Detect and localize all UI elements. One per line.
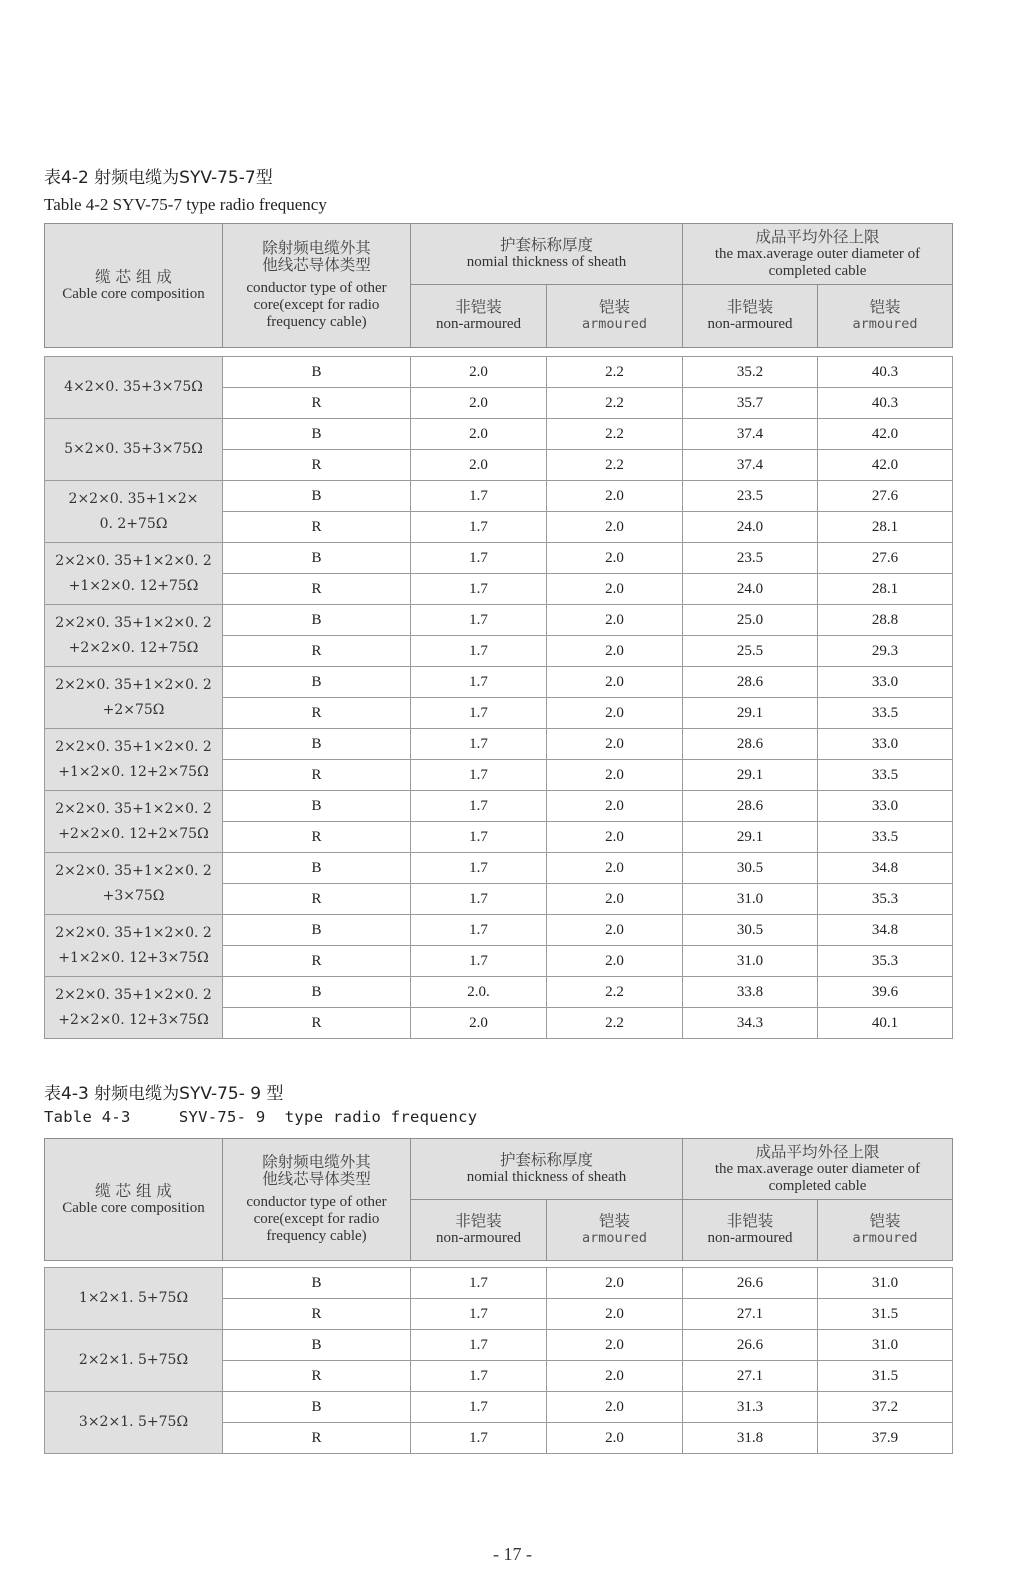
conductor-type-cell: R bbox=[223, 884, 411, 915]
sheath-armoured-cell: 2.0 bbox=[547, 667, 683, 698]
header-armoured-cn: 铠装 bbox=[598, 298, 630, 316]
sheath-armoured-cell: 2.0 bbox=[547, 698, 683, 729]
diameter-armoured-cell: 40.1 bbox=[818, 1008, 953, 1039]
header-non-armoured-en: non-armoured bbox=[707, 316, 793, 332]
sheath-armoured-cell: 2.0 bbox=[547, 729, 683, 760]
conductor-type-cell: B bbox=[223, 419, 411, 450]
diameter-armoured-cell: 42.0 bbox=[818, 419, 953, 450]
diameter-armoured-cell: 31.5 bbox=[818, 1361, 953, 1392]
diameter-armoured-cell: 28.8 bbox=[818, 605, 953, 636]
table-4-2-caption-cn: 表4-2 射频电缆为SYV-75-7型 bbox=[44, 168, 273, 188]
diameter-armoured-cell: 31.0 bbox=[818, 1268, 953, 1299]
table-4-2-header bbox=[44, 223, 953, 348]
sheath-armoured-cell: 2.2 bbox=[547, 977, 683, 1008]
diameter-non-armoured-cell: 27.1 bbox=[683, 1299, 818, 1330]
diameter-armoured-cell: 27.6 bbox=[818, 543, 953, 574]
sheath-non-armoured-cell: 1.7 bbox=[411, 946, 547, 977]
diameter-armoured-cell: 33.0 bbox=[818, 729, 953, 760]
header-conductor-type bbox=[223, 1139, 411, 1261]
core-composition-cell: 2×2×0. 35+1×2× 0. 2+75Ω bbox=[45, 481, 223, 543]
header-core-en: Cable core composition bbox=[62, 1199, 205, 1216]
sheath-non-armoured-cell: 1.7 bbox=[411, 884, 547, 915]
core-composition-cell: 1×2×1. 5+75Ω bbox=[45, 1268, 223, 1330]
header-sheath-non-armoured bbox=[411, 1200, 547, 1261]
diameter-non-armoured-cell: 25.5 bbox=[683, 636, 818, 667]
sheath-non-armoured-cell: 1.7 bbox=[411, 543, 547, 574]
diameter-armoured-cell: 40.3 bbox=[818, 357, 953, 388]
diameter-non-armoured-cell: 29.1 bbox=[683, 760, 818, 791]
conductor-type-cell: B bbox=[223, 915, 411, 946]
diameter-non-armoured-cell: 29.1 bbox=[683, 698, 818, 729]
header-sheath-cn: 护套标称厚度 bbox=[499, 236, 593, 254]
diameter-armoured-cell: 31.5 bbox=[818, 1299, 953, 1330]
sheath-non-armoured-cell: 1.7 bbox=[411, 1361, 547, 1392]
header-sheath-thickness bbox=[411, 1139, 683, 1200]
table-row bbox=[45, 853, 953, 884]
header-non-armoured-cn: 非铠装 bbox=[726, 298, 774, 316]
sheath-non-armoured-cell: 1.7 bbox=[411, 1330, 547, 1361]
conductor-type-cell: R bbox=[223, 1361, 411, 1392]
core-composition-cell: 2×2×0. 35+1×2×0. 2 +3×75Ω bbox=[45, 853, 223, 915]
diameter-armoured-cell: 37.2 bbox=[818, 1392, 953, 1423]
conductor-type-cell: R bbox=[223, 1423, 411, 1454]
diameter-non-armoured-cell: 23.5 bbox=[683, 543, 818, 574]
sheath-non-armoured-cell: 2.0 bbox=[411, 388, 547, 419]
header-non-armoured-en: non-armoured bbox=[436, 1230, 521, 1246]
sheath-armoured-cell: 2.0 bbox=[547, 946, 683, 977]
conductor-type-cell: B bbox=[223, 1392, 411, 1423]
sheath-non-armoured-cell: 1.7 bbox=[411, 1299, 547, 1330]
diameter-armoured-cell: 42.0 bbox=[818, 450, 953, 481]
core-composition-cell: 2×2×0. 35+1×2×0. 2 +2×2×0. 12+3×75Ω bbox=[45, 977, 223, 1039]
diameter-armoured-cell: 35.3 bbox=[818, 946, 953, 977]
header-diameter-armoured bbox=[818, 1200, 953, 1261]
sheath-armoured-cell: 2.0 bbox=[547, 543, 683, 574]
diameter-armoured-cell: 37.9 bbox=[818, 1423, 953, 1454]
sheath-armoured-cell: 2.0 bbox=[547, 481, 683, 512]
sheath-non-armoured-cell: 1.7 bbox=[411, 915, 547, 946]
diameter-non-armoured-cell: 24.0 bbox=[683, 574, 818, 605]
conductor-type-cell: R bbox=[223, 1008, 411, 1039]
diameter-non-armoured-cell: 30.5 bbox=[683, 853, 818, 884]
conductor-type-cell: B bbox=[223, 791, 411, 822]
diameter-non-armoured-cell: 35.2 bbox=[683, 357, 818, 388]
conductor-type-cell: B bbox=[223, 729, 411, 760]
diameter-armoured-cell: 33.5 bbox=[818, 698, 953, 729]
sheath-armoured-cell: 2.2 bbox=[547, 1008, 683, 1039]
diameter-armoured-cell: 33.0 bbox=[818, 667, 953, 698]
diameter-non-armoured-cell: 27.1 bbox=[683, 1361, 818, 1392]
header-outer-diameter bbox=[683, 1139, 953, 1200]
conductor-type-cell: B bbox=[223, 667, 411, 698]
diameter-non-armoured-cell: 26.6 bbox=[683, 1330, 818, 1361]
header-armoured-en: armoured bbox=[581, 316, 648, 332]
sheath-non-armoured-cell: 1.7 bbox=[411, 667, 547, 698]
header-diameter-cn: 成品平均外径上限 bbox=[755, 1142, 880, 1161]
table-4-2-caption-en: Table 4-2 SYV-75-7 type radio frequency bbox=[44, 195, 327, 214]
conductor-type-cell: R bbox=[223, 574, 411, 605]
conductor-type-cell: B bbox=[223, 1330, 411, 1361]
table-row bbox=[45, 605, 953, 636]
sheath-armoured-cell: 2.0 bbox=[547, 760, 683, 791]
conductor-type-cell: B bbox=[223, 1268, 411, 1299]
diameter-non-armoured-cell: 31.8 bbox=[683, 1423, 818, 1454]
diameter-non-armoured-cell: 33.8 bbox=[683, 977, 818, 1008]
diameter-non-armoured-cell: 28.6 bbox=[683, 791, 818, 822]
diameter-non-armoured-cell: 24.0 bbox=[683, 512, 818, 543]
header-non-armoured-cn: 非铠装 bbox=[455, 1212, 502, 1230]
sheath-armoured-cell: 2.0 bbox=[547, 915, 683, 946]
conductor-type-cell: R bbox=[223, 1299, 411, 1330]
diameter-non-armoured-cell: 37.4 bbox=[683, 450, 818, 481]
diameter-non-armoured-cell: 34.3 bbox=[683, 1008, 818, 1039]
table-row bbox=[45, 1268, 953, 1299]
conductor-type-cell: R bbox=[223, 698, 411, 729]
diameter-armoured-cell: 28.1 bbox=[818, 512, 953, 543]
conductor-type-cell: R bbox=[223, 512, 411, 543]
table-row bbox=[45, 543, 953, 574]
header-armoured-cn: 铠装 bbox=[598, 1212, 630, 1230]
table-row bbox=[45, 357, 953, 388]
diameter-non-armoured-cell: 25.0 bbox=[683, 605, 818, 636]
sheath-non-armoured-cell: 1.7 bbox=[411, 605, 547, 636]
diameter-non-armoured-cell: 31.3 bbox=[683, 1392, 818, 1423]
sheath-armoured-cell: 2.0 bbox=[547, 1268, 683, 1299]
core-composition-cell: 2×2×0. 35+1×2×0. 2 +2×2×0. 12+75Ω bbox=[45, 605, 223, 667]
header-sheath-armoured bbox=[547, 285, 683, 348]
header-core-composition bbox=[45, 224, 223, 348]
sheath-non-armoured-cell: 1.7 bbox=[411, 1423, 547, 1454]
header-armoured-cn: 铠装 bbox=[869, 298, 901, 316]
header-armoured-cn: 铠装 bbox=[869, 1212, 901, 1230]
header-outer-diameter bbox=[683, 224, 953, 285]
sheath-armoured-cell: 2.0 bbox=[547, 1361, 683, 1392]
diameter-non-armoured-cell: 31.0 bbox=[683, 884, 818, 915]
sheath-armoured-cell: 2.2 bbox=[547, 388, 683, 419]
sheath-armoured-cell: 2.0 bbox=[547, 853, 683, 884]
header-core-composition bbox=[45, 1139, 223, 1261]
sheath-non-armoured-cell: 1.7 bbox=[411, 574, 547, 605]
core-composition-cell: 2×2×0. 35+1×2×0. 2 +1×2×0. 12+75Ω bbox=[45, 543, 223, 605]
sheath-armoured-cell: 2.0 bbox=[547, 822, 683, 853]
header-non-armoured-en: non-armoured bbox=[707, 1230, 793, 1246]
table-4-3-caption-cn: 表4-3 射频电缆为SYV-75- 9 型 bbox=[44, 1084, 284, 1104]
core-composition-cell: 2×2×1. 5+75Ω bbox=[45, 1330, 223, 1392]
sheath-armoured-cell: 2.0 bbox=[547, 884, 683, 915]
header-sheath-armoured bbox=[547, 1200, 683, 1261]
sheath-non-armoured-cell: 1.7 bbox=[411, 636, 547, 667]
sheath-non-armoured-cell: 1.7 bbox=[411, 822, 547, 853]
sheath-non-armoured-cell: 1.7 bbox=[411, 1392, 547, 1423]
table-4-2-body bbox=[44, 356, 953, 1039]
diameter-armoured-cell: 34.8 bbox=[818, 853, 953, 884]
header-core-cn: 缆 芯 组 成 bbox=[95, 1181, 172, 1200]
sheath-armoured-cell: 2.0 bbox=[547, 1299, 683, 1330]
header-diameter-en: the max.average outer diameter of completed cable bbox=[714, 1160, 921, 1194]
table-row bbox=[45, 1392, 953, 1423]
sheath-armoured-cell: 2.0 bbox=[547, 1330, 683, 1361]
header-sheath-non-armoured bbox=[411, 285, 547, 348]
header-diameter-non-armoured bbox=[683, 1200, 818, 1261]
sheath-non-armoured-cell: 1.7 bbox=[411, 481, 547, 512]
diameter-non-armoured-cell: 28.6 bbox=[683, 667, 818, 698]
core-composition-cell: 2×2×0. 35+1×2×0. 2 +1×2×0. 12+2×75Ω bbox=[45, 729, 223, 791]
diameter-non-armoured-cell: 35.7 bbox=[683, 388, 818, 419]
sheath-non-armoured-cell: 2.0 bbox=[411, 1008, 547, 1039]
header-armoured-en: armoured bbox=[852, 316, 918, 332]
diameter-non-armoured-cell: 37.4 bbox=[683, 419, 818, 450]
sheath-non-armoured-cell: 1.7 bbox=[411, 791, 547, 822]
conductor-type-cell: B bbox=[223, 605, 411, 636]
table-4-3-header bbox=[44, 1138, 953, 1261]
diameter-armoured-cell: 33.5 bbox=[818, 822, 953, 853]
conductor-type-cell: R bbox=[223, 388, 411, 419]
header-core-cn: 缆 芯 组 成 bbox=[95, 267, 172, 286]
header-conductor-cn-1: 除射频电缆外其 bbox=[262, 1153, 371, 1171]
diameter-armoured-cell: 35.3 bbox=[818, 884, 953, 915]
table-row bbox=[45, 419, 953, 450]
sheath-non-armoured-cell: 1.7 bbox=[411, 853, 547, 884]
header-conductor-cn-2: 他线芯导体类型 bbox=[262, 256, 371, 274]
diameter-armoured-cell: 28.1 bbox=[818, 574, 953, 605]
header-non-armoured-cn: 非铠装 bbox=[455, 298, 502, 316]
diameter-non-armoured-cell: 23.5 bbox=[683, 481, 818, 512]
table-row bbox=[45, 667, 953, 698]
diameter-non-armoured-cell: 29.1 bbox=[683, 822, 818, 853]
conductor-type-cell: R bbox=[223, 822, 411, 853]
header-sheath-en: nomial thickness of sheath bbox=[466, 1169, 627, 1185]
diameter-armoured-cell: 33.0 bbox=[818, 791, 953, 822]
header-armoured-en: armoured bbox=[852, 1230, 918, 1246]
table-row bbox=[45, 977, 953, 1008]
header-conductor-en: conductor type of other core(except for radio frequency cable) bbox=[246, 280, 387, 330]
conductor-type-cell: R bbox=[223, 450, 411, 481]
diameter-armoured-cell: 34.8 bbox=[818, 915, 953, 946]
header-armoured-en: armoured bbox=[581, 1230, 648, 1246]
sheath-armoured-cell: 2.0 bbox=[547, 605, 683, 636]
sheath-non-armoured-cell: 2.0 bbox=[411, 450, 547, 481]
core-composition-cell: 3×2×1. 5+75Ω bbox=[45, 1392, 223, 1454]
sheath-armoured-cell: 2.2 bbox=[547, 450, 683, 481]
table-row bbox=[45, 729, 953, 760]
sheath-non-armoured-cell: 1.7 bbox=[411, 1268, 547, 1299]
header-diameter-cn: 成品平均外径上限 bbox=[755, 227, 880, 246]
core-composition-cell: 4×2×0. 35+3×75Ω bbox=[45, 357, 223, 419]
header-conductor-en: conductor type of other core(except for radio frequency cable) bbox=[246, 1194, 387, 1244]
header-non-armoured-en: non-armoured bbox=[436, 316, 521, 332]
header-diameter-non-armoured bbox=[683, 285, 818, 348]
header-diameter-en: the max.average outer diameter of completed cable bbox=[714, 245, 921, 279]
table-row bbox=[45, 791, 953, 822]
sheath-armoured-cell: 2.2 bbox=[547, 419, 683, 450]
header-non-armoured-cn: 非铠装 bbox=[726, 1212, 774, 1230]
header-sheath-en: nomial thickness of sheath bbox=[466, 254, 627, 270]
sheath-armoured-cell: 2.0 bbox=[547, 1423, 683, 1454]
diameter-armoured-cell: 33.5 bbox=[818, 760, 953, 791]
table-4-3-body bbox=[44, 1267, 953, 1454]
sheath-armoured-cell: 2.0 bbox=[547, 791, 683, 822]
sheath-non-armoured-cell: 2.0 bbox=[411, 419, 547, 450]
sheath-non-armoured-cell: 2.0 bbox=[411, 357, 547, 388]
conductor-type-cell: R bbox=[223, 946, 411, 977]
page-number: - 17 - bbox=[493, 1544, 532, 1564]
core-composition-cell: 5×2×0. 35+3×75Ω bbox=[45, 419, 223, 481]
conductor-type-cell: R bbox=[223, 636, 411, 667]
sheath-non-armoured-cell: 2.0. bbox=[411, 977, 547, 1008]
header-core-en: Cable core composition bbox=[62, 285, 205, 302]
sheath-non-armoured-cell: 1.7 bbox=[411, 512, 547, 543]
sheath-armoured-cell: 2.0 bbox=[547, 574, 683, 605]
diameter-armoured-cell: 31.0 bbox=[818, 1330, 953, 1361]
diameter-non-armoured-cell: 28.6 bbox=[683, 729, 818, 760]
header-conductor-cn-2: 他线芯导体类型 bbox=[262, 1170, 371, 1188]
conductor-type-cell: B bbox=[223, 357, 411, 388]
table-row bbox=[45, 481, 953, 512]
core-composition-cell: 2×2×0. 35+1×2×0. 2 +2×75Ω bbox=[45, 667, 223, 729]
core-composition-cell: 2×2×0. 35+1×2×0. 2 +1×2×0. 12+3×75Ω bbox=[45, 915, 223, 977]
diameter-armoured-cell: 39.6 bbox=[818, 977, 953, 1008]
sheath-armoured-cell: 2.0 bbox=[547, 1392, 683, 1423]
diameter-armoured-cell: 29.3 bbox=[818, 636, 953, 667]
header-conductor-cn-1: 除射频电缆外其 bbox=[262, 239, 371, 257]
sheath-non-armoured-cell: 1.7 bbox=[411, 698, 547, 729]
diameter-non-armoured-cell: 26.6 bbox=[683, 1268, 818, 1299]
header-sheath-thickness bbox=[411, 224, 683, 285]
sheath-non-armoured-cell: 1.7 bbox=[411, 729, 547, 760]
header-diameter-armoured bbox=[818, 285, 953, 348]
sheath-armoured-cell: 2.0 bbox=[547, 636, 683, 667]
core-composition-cell: 2×2×0. 35+1×2×0. 2 +2×2×0. 12+2×75Ω bbox=[45, 791, 223, 853]
diameter-armoured-cell: 40.3 bbox=[818, 388, 953, 419]
header-conductor-type bbox=[223, 224, 411, 348]
sheath-armoured-cell: 2.2 bbox=[547, 357, 683, 388]
table-row bbox=[45, 1330, 953, 1361]
table-4-3-caption-en: Table 4-3 SYV-75- 9 type radio frequency bbox=[44, 1108, 478, 1126]
sheath-armoured-cell: 2.0 bbox=[547, 512, 683, 543]
conductor-type-cell: B bbox=[223, 853, 411, 884]
table-row bbox=[45, 915, 953, 946]
conductor-type-cell: B bbox=[223, 977, 411, 1008]
sheath-non-armoured-cell: 1.7 bbox=[411, 760, 547, 791]
conductor-type-cell: B bbox=[223, 543, 411, 574]
conductor-type-cell: B bbox=[223, 481, 411, 512]
diameter-non-armoured-cell: 31.0 bbox=[683, 946, 818, 977]
conductor-type-cell: R bbox=[223, 760, 411, 791]
diameter-armoured-cell: 27.6 bbox=[818, 481, 953, 512]
header-sheath-cn: 护套标称厚度 bbox=[499, 1151, 593, 1169]
diameter-non-armoured-cell: 30.5 bbox=[683, 915, 818, 946]
